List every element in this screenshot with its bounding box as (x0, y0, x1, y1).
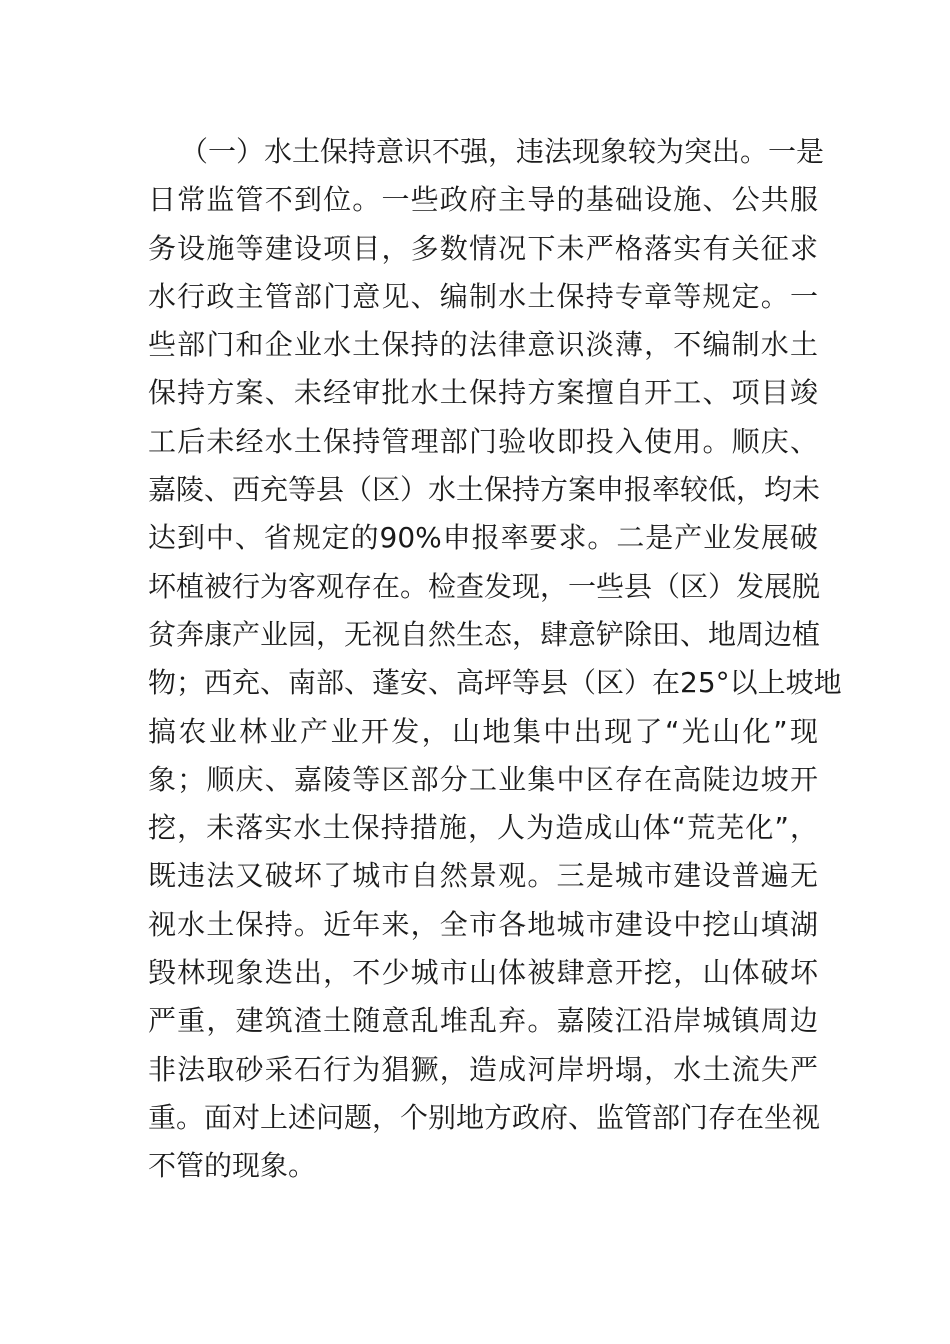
paragraph-line: 搞农业林业产业开发，山地集中出现了“光山化”现 (148, 714, 818, 748)
paragraph-line: 毁林现象迭出，不少城市山体被肆意开挖，山体破坏 (148, 956, 818, 990)
paragraph-line: 日常监管不到位。一些政府主导的基础设施、公共服 (148, 183, 818, 217)
paragraph-line: 贫奔康产业园，无视自然生态，肆意铲除田、地周边植 (148, 617, 821, 651)
paragraph-line: 重。面对上述问题，个别地方政府、监管部门存在坐视 (148, 1100, 821, 1134)
paragraph-line: 嘉陵、西充等县（区）水土保持方案申报率较低，均未 (148, 473, 821, 507)
paragraph-line: 象；顺庆、嘉陵等区部分工业集中区存在高陡边坡开 (148, 762, 818, 796)
paragraph-line: 不管的现象。 (148, 1149, 317, 1183)
paragraph-line: 工后未经水土保持管理部门验收即投入使用。顺庆、 (148, 424, 818, 458)
paragraph-line: 达到中、省规定的90%申报率要求。二是产业发展破 (148, 521, 818, 555)
body-paragraph (148, 128, 842, 1191)
paragraph-line: （一）水土保持意识不强，违法现象较为突出。一是 (180, 135, 825, 168)
paragraph-line: 物；西充、南部、蓬安、高坪等县（区）在25°以上坡地 (148, 666, 842, 700)
paragraph-line: 严重，建筑渣土随意乱堆乱弃。嘉陵江沿岸城镇周边 (148, 1004, 818, 1038)
paragraph-line: 挖，未落实水土保持措施，人为造成山体“荒芜化”， (148, 811, 818, 845)
paragraph-line: 坏植被行为客观存在。检查发现，一些县（区）发展脱 (148, 569, 821, 603)
paragraph-line: 非法取砂采石行为猖獗，造成河岸坍塌，水土流失严 (148, 1052, 818, 1086)
paragraph-line: 水行政主管部门意见、编制水土保持专章等规定。一 (148, 279, 818, 313)
paragraph-line: 些部门和企业水土保持的法律意识淡薄，不编制水土 (148, 328, 818, 362)
paragraph-line: 务设施等建设项目，多数情况下未严格落实有关征求 (148, 231, 818, 265)
paragraph-line: 保持方案、未经审批水土保持方案擅自开工、项目竣 (148, 376, 818, 410)
paragraph-line: 视水土保持。近年来，全市各地城市建设中挖山填湖 (148, 907, 818, 941)
paragraph-line: 既违法又破坏了城市自然景观。三是城市建设普遍无 (148, 859, 818, 893)
